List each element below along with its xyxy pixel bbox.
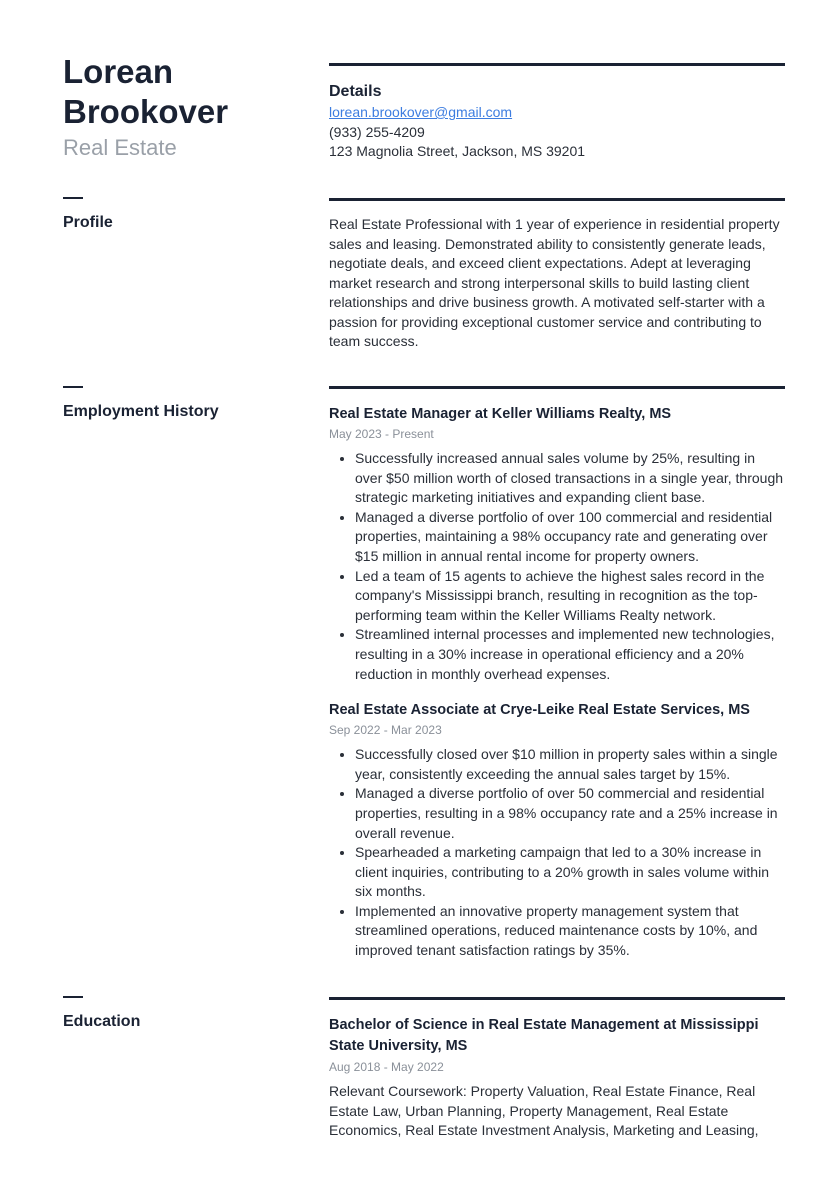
job-dates: May 2023 - Present	[329, 427, 434, 441]
job-bullet: • Successfully increased annual sales volume by 25%, resulting in over $50 million worth of closed transactions in a single year, through strategic marketing initiatives and expanding client base.	[355, 449, 785, 508]
job-bullet: • Led a team of 15 agents to achieve the highest sales record in the company's Mississippi branch, resulting in recognition as the top-performing team within the Keller Williams Realty network.	[355, 567, 785, 626]
job-bullets	[329, 449, 785, 684]
job-entry	[329, 404, 785, 684]
employment-title: Employment History	[63, 403, 219, 420]
profile-text: Real Estate Professional with 1 year of experience in residential property sales and leasing. Demonstrated ability to consistently generate leads, negotiate deals, and exceed client expectations. Adept at leveraging market research and strong interpersonal skills to build lasting client relationships and drive business growth. A motivated self-starter with a passion for providing exceptional customer service and contributing to team success.	[329, 216, 780, 349]
profile-dash	[63, 197, 83, 199]
candidate-name: Lorean Brookover	[63, 53, 229, 130]
job-bullet: • Managed a diverse portfolio of over 50 commercial and residential properties, resulting in a 98% occupancy rate and a 25% increase in overall revenue.	[355, 784, 785, 843]
employment-divider	[329, 386, 785, 389]
job-bullet: • Streamlined internal processes and implemented new technologies, resulting in a 30% increase in operational efficiency and a 20% reduction in monthly overhead expenses.	[355, 625, 785, 684]
education-dates: Aug 2018 - May 2022	[329, 1060, 444, 1074]
education-title: Education	[63, 1013, 141, 1030]
education-section	[329, 1015, 785, 1141]
education-dash	[63, 996, 83, 998]
job-entry	[329, 700, 785, 961]
education-text: Relevant Coursework: Property Valuation, Real Estate Finance, Real Estate Law, Urban Planning, Property Management, Real Estate Economics, Real Estate Investment Analysis, Marketing and Leasing,	[329, 1083, 759, 1138]
details-title: Details	[329, 83, 382, 100]
job-bullet: • Managed a diverse portfolio of over 100 commercial and residential properties, maintaining a 98% occupancy rate and generating over $15 million in annual rental income for property owners.	[355, 508, 785, 567]
details-section	[329, 81, 785, 162]
education-heading: Bachelor of Science in Real Estate Management at Mississippi State University, MS	[329, 1017, 759, 1054]
job-bullet: • Successfully closed over $10 million in property sales within a single year, consistently exceeding the annual sales target by 15%.	[355, 745, 785, 784]
employment-list	[329, 404, 785, 961]
profile-title: Profile	[63, 214, 113, 231]
job-heading: Real Estate Manager at Keller Williams Realty, MS	[329, 406, 672, 422]
profile-divider	[329, 198, 785, 201]
address: 123 Magnolia Street, Jackson, MS 39201	[329, 143, 586, 159]
job-bullet: • Implemented an innovative property management system that streamlined operations, reduced maintenance costs by 10%, and improved tenant satisfaction ratings by 35%.	[355, 902, 785, 961]
job-bullets	[329, 745, 785, 961]
job-heading: Real Estate Associate at Crye-Leike Real Estate Services, MS	[329, 702, 750, 719]
job-dates: Sep 2022 - Mar 2023	[329, 723, 442, 738]
job-bullet: • Spearheaded a marketing campaign that led to a 30% increase in client inquiries, contributing to a 20% growth in sales volume within six months.	[355, 843, 785, 902]
email-link[interactable]: lorean.brookover@gmail.com	[329, 104, 513, 120]
details-divider	[329, 63, 785, 66]
education-divider	[329, 997, 785, 1000]
employment-dash	[63, 386, 83, 388]
candidate-job-title: Real Estate	[63, 135, 177, 160]
phone-number: (933) 255-4209	[329, 123, 425, 140]
